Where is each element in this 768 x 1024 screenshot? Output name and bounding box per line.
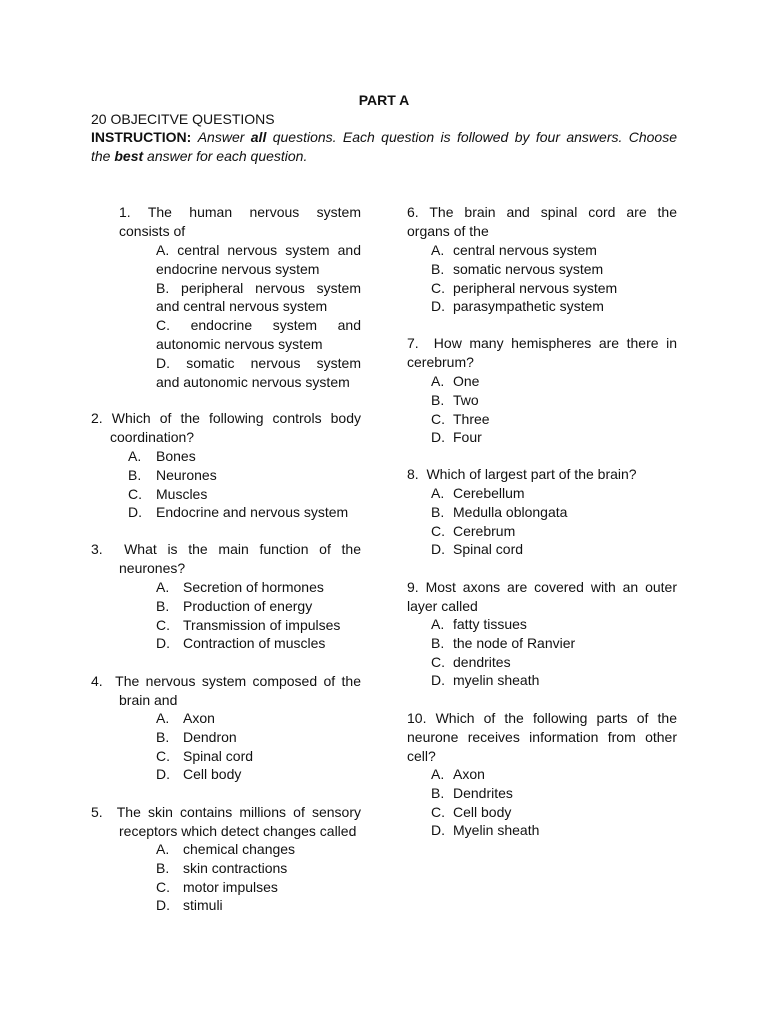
option-letter: D.: [156, 766, 170, 783]
option-d[interactable]: [431, 671, 677, 690]
option-text: Neurones: [156, 466, 217, 483]
stem-text: Which of the following parts of the: [435, 710, 677, 726]
stem-text: How many hemispheres are there in: [433, 335, 677, 351]
instruction-text-1: Answer: [197, 129, 251, 145]
option-text: somatic nervous system: [186, 354, 361, 371]
option-text: Medulla oblongata: [453, 503, 568, 520]
option-b[interactable]: [431, 260, 677, 279]
option-letter: A.: [431, 242, 445, 258]
option-c[interactable]: [156, 616, 371, 635]
stem-line: [407, 709, 677, 728]
option-d[interactable]: [431, 297, 677, 316]
stem-text: The nervous system composed of the: [115, 673, 361, 689]
instruction-best: best: [114, 147, 144, 164]
stem-line: cerebrum?: [407, 353, 474, 370]
stem-line: layer called: [407, 597, 478, 614]
option-letter: D.: [431, 672, 445, 689]
option-text: Myelin sheath: [453, 822, 540, 839]
option-text: Spinal cord: [453, 541, 524, 558]
stem-line: receptors which detect changes called: [119, 822, 357, 839]
option-letter: A.: [431, 373, 445, 389]
option-letter: B.: [156, 279, 170, 296]
option-a[interactable]: [431, 372, 677, 391]
stem-line: [91, 409, 361, 428]
option-c[interactable]: [431, 410, 677, 429]
option-c[interactable]: [156, 316, 361, 354]
question-10-options: [431, 765, 677, 840]
option-letter: C.: [431, 522, 445, 539]
option-letter: D.: [431, 429, 445, 446]
option-text: fatty tissues: [453, 616, 527, 632]
stem-line: [407, 203, 677, 222]
option-a[interactable]: [128, 447, 368, 466]
instruction-text-3: the: [91, 147, 115, 164]
option-text: somatic nervous system: [453, 260, 604, 277]
question-4-options: [156, 709, 371, 784]
option-text: Axon: [453, 766, 485, 782]
option-letter: D.: [128, 504, 142, 521]
question-6: [407, 203, 677, 241]
question-7-options: [431, 372, 677, 447]
option-letter: B.: [156, 597, 170, 614]
option-d[interactable]: [156, 896, 371, 915]
option-letter: C.: [431, 803, 445, 820]
question-1-options: [156, 241, 361, 391]
option-text: central nervous system: [453, 242, 597, 258]
section-subtitle: 20 OBJECITVE QUESTIONS: [91, 111, 275, 127]
option-text: motor impulses: [183, 878, 278, 895]
instruction-text-4: answer for each question.: [143, 147, 308, 164]
question-stem: [119, 203, 361, 241]
option-text: peripheral nervous system: [181, 279, 362, 296]
option-letter: C.: [431, 653, 445, 670]
stem-line: [91, 803, 361, 822]
option-text: Cerebellum: [453, 485, 525, 501]
stem-text: Which of the following controls body: [111, 410, 362, 426]
question-number: 5.: [91, 804, 103, 820]
question-6-options: [431, 241, 677, 316]
option-line: [156, 241, 361, 260]
option-letter: A.: [431, 766, 445, 782]
option-letter: B.: [156, 859, 170, 876]
stem-line: organs of the: [407, 222, 489, 239]
option-a[interactable]: [156, 241, 361, 279]
question-9-options: [431, 615, 677, 690]
option-text: peripheral nervous system: [453, 279, 618, 296]
option-line: autonomic nervous system: [156, 335, 323, 352]
option-letter: B.: [156, 728, 170, 745]
option-text: Transmission of impulses: [183, 616, 341, 633]
option-b[interactable]: [431, 503, 677, 522]
stem-line: cell?: [407, 747, 436, 764]
option-letter: C.: [156, 317, 170, 334]
option-b[interactable]: [128, 466, 368, 485]
option-a[interactable]: [156, 840, 371, 859]
stem-text: The human nervous system: [147, 204, 361, 220]
option-line: and autonomic nervous system: [156, 373, 350, 390]
option-a[interactable]: [156, 709, 371, 728]
question-5-options: [156, 840, 371, 915]
instruction-block: [91, 128, 677, 166]
option-d[interactable]: [128, 503, 368, 522]
question-3: [91, 540, 361, 578]
option-letter: A.: [128, 448, 142, 464]
question-number: 10.: [407, 710, 427, 726]
option-b[interactable]: [156, 597, 371, 616]
option-a[interactable]: [431, 765, 677, 784]
option-text: Dendron: [183, 728, 237, 745]
stem-text: Which of largest part of the brain?: [426, 466, 637, 482]
option-text: Endocrine and nervous system: [156, 504, 349, 521]
option-text: Dendrites: [453, 784, 513, 801]
stem-line: [91, 540, 361, 559]
option-text: dendrites: [453, 653, 511, 670]
option-letter: D.: [431, 822, 445, 839]
option-text: Production of energy: [183, 597, 313, 614]
stem-line: brain and: [119, 691, 178, 708]
option-text: Axon: [183, 710, 215, 726]
option-text: the node of Ranvier: [453, 634, 576, 651]
option-b[interactable]: [156, 859, 371, 878]
question-8-options: [431, 484, 677, 559]
option-letter: D.: [431, 541, 445, 558]
option-a[interactable]: [431, 484, 677, 503]
option-b[interactable]: [431, 391, 677, 410]
question-5: [91, 803, 361, 841]
question-7: [407, 334, 677, 372]
option-text: Two: [453, 391, 479, 408]
question-9: [407, 578, 677, 616]
stem-line: [407, 578, 677, 597]
option-letter: A.: [431, 616, 445, 632]
option-c[interactable]: [431, 653, 677, 672]
option-text: Cerebrum: [453, 522, 516, 539]
option-d[interactable]: [156, 765, 371, 784]
option-letter: C.: [156, 878, 170, 895]
option-text: One: [453, 373, 480, 389]
option-letter: A.: [156, 242, 170, 258]
question-number: 4.: [91, 673, 103, 689]
option-b[interactable]: [156, 279, 361, 317]
option-letter: B.: [431, 391, 445, 408]
option-letter: D.: [156, 635, 170, 652]
option-text: stimuli: [183, 897, 223, 914]
option-text: Muscles: [156, 485, 208, 502]
instruction-line-2: [91, 148, 307, 164]
option-letter: D.: [431, 298, 445, 315]
question-number: 1.: [119, 204, 131, 220]
stem-line: [119, 203, 361, 222]
option-b[interactable]: [431, 784, 677, 803]
stem-line: neurone receives information from other: [407, 728, 677, 745]
option-text: skin contractions: [183, 859, 288, 876]
option-line: [156, 316, 361, 335]
option-text: chemical changes: [183, 841, 296, 857]
option-text: Contraction of muscles: [183, 635, 326, 652]
option-line: endocrine nervous system: [156, 260, 320, 277]
question-number: 3.: [91, 541, 103, 557]
option-line: [156, 279, 361, 298]
option-text: Spinal cord: [183, 747, 254, 764]
option-d[interactable]: [431, 540, 677, 559]
option-letter: A.: [431, 485, 445, 501]
option-text: myelin sheath: [453, 672, 540, 689]
question-1: [119, 203, 361, 241]
question-2-options: [128, 447, 368, 522]
option-letter: A.: [156, 841, 170, 857]
question-3-options: [156, 578, 371, 653]
option-letter: C.: [431, 279, 445, 296]
question-number: 2.: [91, 410, 103, 426]
instruction-all: all: [250, 129, 267, 145]
option-c[interactable]: [431, 522, 677, 541]
option-text: endocrine system and: [190, 317, 362, 334]
option-line: and central nervous system: [156, 298, 328, 315]
option-letter: B.: [431, 784, 445, 801]
option-a[interactable]: [156, 578, 371, 597]
option-text: central nervous system and: [177, 242, 361, 258]
stem-text: The brain and spinal cord are the: [429, 204, 677, 220]
option-c[interactable]: [431, 803, 677, 822]
option-text: Cell body: [453, 803, 512, 820]
option-c[interactable]: [431, 279, 677, 298]
instruction-text-2: questions. Each question is followed by four answers. Choose: [266, 129, 677, 145]
instruction-line-1: [91, 128, 677, 147]
stem-text: What is the main function of the: [124, 541, 361, 557]
question-2: [91, 409, 361, 447]
option-letter: A.: [156, 710, 170, 726]
question-number: 9.: [407, 579, 419, 595]
option-letter: B.: [431, 260, 445, 277]
question-8: [407, 465, 677, 484]
stem-line: consists of: [119, 222, 186, 239]
stem-line: [407, 465, 677, 484]
option-letter: C.: [128, 485, 142, 502]
option-d[interactable]: [156, 634, 371, 653]
option-b[interactable]: [156, 728, 371, 747]
option-c[interactable]: [156, 747, 371, 766]
option-c[interactable]: [128, 485, 368, 504]
option-d[interactable]: [431, 428, 677, 447]
option-d[interactable]: [431, 821, 677, 840]
option-d[interactable]: [156, 354, 361, 392]
stem-text: Most axons are covered with an outer: [425, 579, 677, 595]
option-c[interactable]: [156, 878, 371, 897]
option-text: Four: [453, 429, 482, 446]
option-a[interactable]: [431, 241, 677, 260]
question-4: [91, 672, 361, 710]
option-a[interactable]: [431, 615, 677, 634]
option-letter: B.: [431, 634, 445, 651]
question-number: 7.: [407, 335, 419, 351]
option-letter: D.: [156, 354, 170, 371]
option-letter: C.: [156, 747, 170, 764]
option-letter: B.: [128, 466, 142, 483]
stem-text: The skin contains millions of sensory: [116, 804, 361, 820]
stem-line: [407, 334, 677, 353]
option-text: Secretion of hormones: [183, 579, 324, 595]
option-text: parasympathetic system: [453, 298, 604, 315]
option-text: Cell body: [183, 766, 242, 783]
option-letter: D.: [156, 897, 170, 914]
option-letter: C.: [431, 410, 445, 427]
stem-line: coordination?: [110, 428, 195, 445]
option-letter: B.: [431, 503, 445, 520]
option-b[interactable]: [431, 634, 677, 653]
stem-line: [91, 672, 361, 691]
option-text: Bones: [156, 448, 196, 464]
question-number: 6.: [407, 204, 419, 220]
option-letter: C.: [156, 616, 170, 633]
stem-line: neurones?: [119, 559, 186, 576]
instruction-label: INSTRUCTION:: [91, 129, 192, 145]
option-line: [156, 354, 361, 373]
option-letter: A.: [156, 579, 170, 595]
question-10: [407, 709, 677, 765]
page-title: PART A: [358, 92, 410, 108]
option-text: Three: [453, 410, 490, 427]
question-number: 8.: [407, 466, 419, 482]
